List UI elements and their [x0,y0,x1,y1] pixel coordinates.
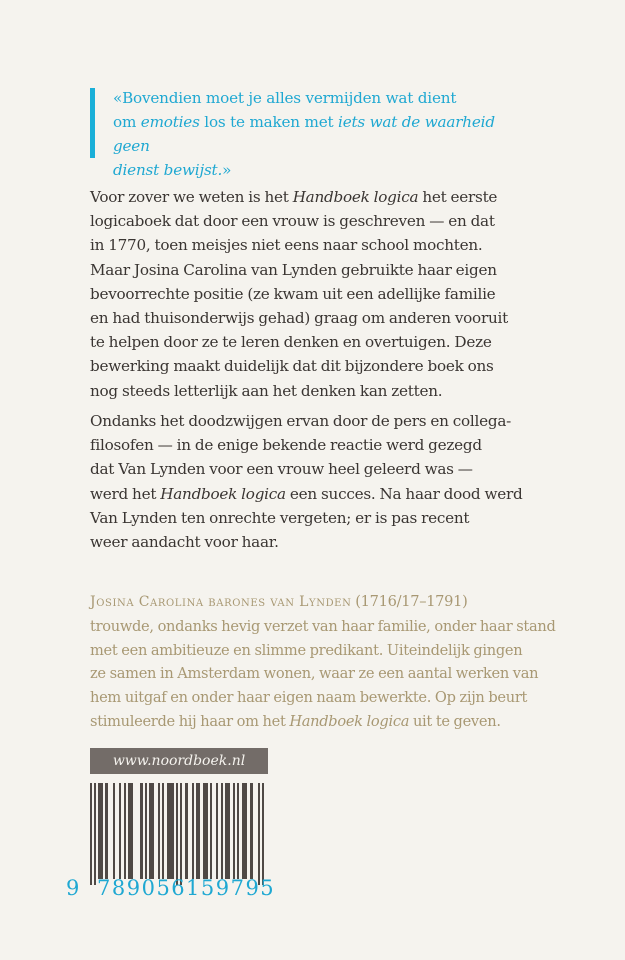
text-line: Voor zover we weten is het Handboek logica het eerste [90,188,498,206]
book-title: Handboek logica [160,484,286,503]
text-line [90,590,530,615]
text-line: en had thuisonderwijs gehad) graag om anderen vooruit [90,309,508,328]
text-line: werd het Handboek logica een succes. Na haar dood werd [90,484,523,503]
text-line: dat Van Lynden voor een vrouw heel geleerd was — [90,460,473,479]
text-line: Maar Josina Carolina van Lynden gebruikte haar eigen [90,260,497,279]
isbn-digits-group-1: 789056 [97,876,187,900]
text-line: trouwde, ondanks hevig verzet van haar familie, onder haar stand [90,617,556,635]
pull-quote [90,88,520,179]
text-line: nog steeds letterlijk aan het denken kan zetten. [90,381,443,400]
body-paragraph-2 [90,409,530,554]
quote-line: los te maken met [199,113,339,131]
book-title: Handboek logica [289,712,410,730]
isbn-lead-digit: 9 [66,876,80,900]
text-line: in 1770, toen meisjes niet eens naar school mochten. [90,236,483,255]
quote-line: » [222,161,232,179]
publisher-url: www.noordboek.nl [90,748,268,774]
author-bio [90,590,556,734]
text-line: stimuleerde hij haar om het Handboek logica uit te geven. [90,712,501,730]
text-line: Ondanks het doodzwijgen ervan door de pers en collega- [90,412,512,430]
quote-emphasis: emoties [140,113,200,131]
book-title: Handboek logica [292,188,419,206]
body-paragraph-1 [90,185,530,403]
barcode-icon [90,783,268,885]
text-line: filosofen — in de enige bekende reactie werd gezegd [90,436,482,455]
quote-accent-bar [90,88,95,158]
text-line: bewerking maakt duidelijk dat dit bijzondere boek ons [90,357,494,376]
author-name: Josina Carolina barones van Lynden [90,594,352,610]
text-line: logicaboek dat door een vrouw is geschreven — en dat [90,212,495,231]
text-line: met een ambitieuze en slimme predikant. Uiteindelijk gingen [90,641,523,659]
quote-line: om [113,113,141,131]
text-line: weer aandacht voor haar. [90,533,279,552]
text-line: hem uitgaf en onder haar eigen naam bewerkte. Op zijn beurt [90,689,528,707]
quote-emphasis: dienst bewijst. [113,161,223,179]
text-line: ze samen in Amsterdam wonen, waar ze een aantal werken van [90,665,539,683]
quote-line: «Bovendien moet je alles vermijden wat dient [113,89,457,107]
quote-text [113,86,523,182]
isbn-digits-group-2: 159795 [186,876,276,900]
quote-emphasis: iets wat de waarheid geen [113,113,495,155]
text-line: Van Lynden ten onrechte vergeten; er is pas recent [90,508,470,527]
text-line: bevoorrechte positie (ze kwam uit een adellijke familie [90,284,496,303]
author-dates: (1716/17–1791) [351,593,468,610]
text-line: te helpen door ze te leren denken en overtuigen. Deze [90,333,492,352]
